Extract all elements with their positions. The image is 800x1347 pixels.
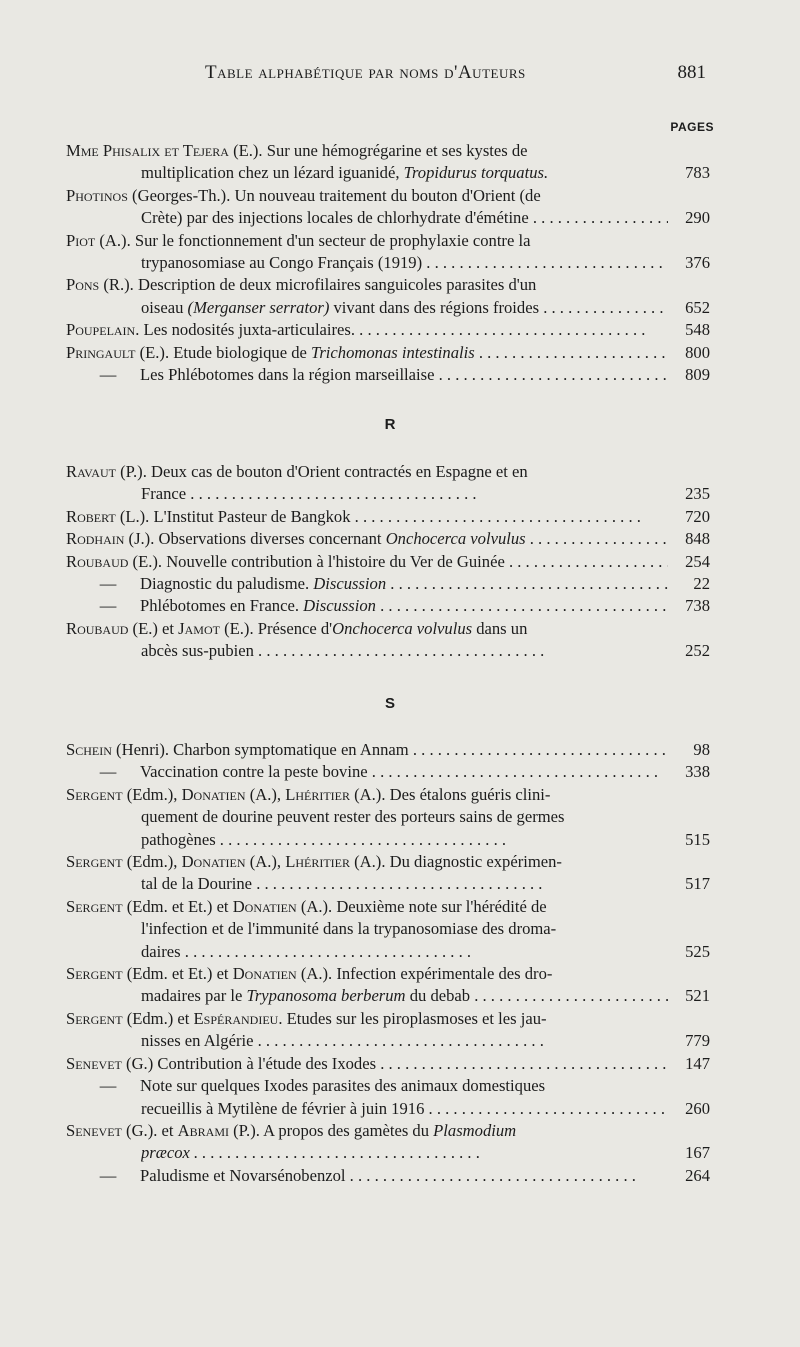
index-entry-senevet xyxy=(66,1053,710,1075)
entry-text: (Edm. et Et.) et xyxy=(122,896,233,916)
ditto-dash: — xyxy=(99,1076,117,1096)
index-block-r xyxy=(66,461,710,663)
entry-page: 147 xyxy=(685,1053,710,1073)
index-entry-pringault-2 xyxy=(66,364,710,386)
entry-author: Donatien xyxy=(181,852,246,872)
entry-author: Jamot xyxy=(178,618,220,638)
entry-text: (G.). et xyxy=(121,1120,178,1140)
entry-author: Espérandieu xyxy=(193,1008,279,1028)
entry-page: 98 xyxy=(693,740,710,759)
entry-text: (Edm.), xyxy=(122,852,182,872)
index-block-p xyxy=(66,140,710,386)
entry-author: Sergent xyxy=(66,784,123,804)
entry-page: 521 xyxy=(685,986,710,1006)
entry-text: (A.). Des étalons guéris clini- xyxy=(349,784,551,804)
entry-page: 376 xyxy=(685,253,710,273)
entry-text: (G.) Contribution à l'étude des Ixodes xyxy=(121,1053,377,1073)
entry-page: 525 xyxy=(685,941,710,961)
index-entry-rodhain xyxy=(66,528,710,550)
entry-text: Vaccination contre la peste bovine xyxy=(140,762,368,782)
entry-text: dans un xyxy=(472,618,528,638)
index-entry-poupelain xyxy=(66,319,710,341)
entry-species: Onchocerca volvulus xyxy=(385,529,526,549)
entry-text: (L.). L'Institut Pasteur de Bangkok xyxy=(115,506,351,526)
entry-text: pathogènes . . xyxy=(141,829,668,851)
index-entry-schein xyxy=(66,739,710,761)
entry-page: 800 xyxy=(685,342,710,362)
entry-text: (A.). Deuxième note sur l'hérédité de xyxy=(296,896,547,916)
entry-text: (A.), xyxy=(245,852,286,872)
entry-page: 264 xyxy=(685,1165,710,1185)
entry-author: Senevet xyxy=(66,1120,122,1140)
entry-page: 720 xyxy=(685,506,710,526)
entry-author: Donatien xyxy=(181,784,246,804)
entry-text: nisses en Algérie . . xyxy=(141,1030,668,1052)
entry-species: Onchocerca volvulus xyxy=(332,618,473,638)
entry-text: (E.). Etude biologique de xyxy=(135,342,312,362)
entry-page: 252 xyxy=(685,641,710,661)
index-entry-sergent-3 xyxy=(66,896,710,963)
entry-author: Schein xyxy=(66,740,112,759)
entry-page: 848 xyxy=(685,529,710,549)
section-letter-s: S xyxy=(384,695,395,712)
index-entry-pons xyxy=(66,274,710,319)
ditto-dash: — xyxy=(99,596,117,616)
entry-text: madaires par le xyxy=(141,986,247,1006)
entry-author: Senevet xyxy=(66,1053,122,1073)
index-entry-roubaud-2 xyxy=(66,573,710,595)
entry-text: quement de dourine peuvent rester des porteurs sains de germes xyxy=(141,807,565,827)
entry-author: Roubaud xyxy=(66,551,129,571)
entry-text: abcès sus-pubien . . xyxy=(141,640,668,662)
entry-text: Les Phlébotomes dans la région marseillaise xyxy=(140,365,435,385)
entry-page: 338 xyxy=(685,762,710,782)
entry-page: 22 xyxy=(693,574,710,594)
page-number: 881 xyxy=(677,62,706,83)
entry-text: (Edm.), xyxy=(122,784,182,804)
entry-text: (Edm.) et xyxy=(122,1008,194,1028)
entry-page: 517 xyxy=(685,874,710,894)
entry-text: (A.), xyxy=(245,784,286,804)
running-head xyxy=(60,62,706,84)
entry-page: 809 xyxy=(685,365,710,385)
entry-author: Ravaut xyxy=(66,462,116,481)
index-entry-pringault xyxy=(66,342,710,364)
entry-page: 254 xyxy=(685,551,710,571)
entry-text: du debab xyxy=(405,986,471,1006)
index-entry-robert xyxy=(66,506,710,528)
entry-text: tal de la Dourine . . xyxy=(141,873,668,895)
entry-text: multiplication chez un lézard iguanidé, xyxy=(141,163,404,183)
entry-text: vivant dans des régions froides xyxy=(329,297,540,317)
entry-author: Rodhain xyxy=(66,529,125,549)
entry-author: Lhéritier xyxy=(285,784,350,804)
entry-author: Poupelain. xyxy=(66,320,140,340)
entry-species: (Merganser serrator) xyxy=(187,297,330,317)
index-entry-sergent-4 xyxy=(66,963,710,1008)
entry-text: France . . xyxy=(141,483,668,505)
entry-author: Donatien xyxy=(232,964,297,984)
ditto-dash: — xyxy=(99,1165,117,1185)
ditto-dash: — xyxy=(99,365,117,385)
entry-author: Sergent xyxy=(66,964,123,984)
entry-page: 235 xyxy=(685,484,710,504)
entry-species: Trichomonas intestinalis xyxy=(311,342,475,362)
entry-text: (E.) et xyxy=(128,618,179,638)
entry-species: Plasmodium xyxy=(433,1120,517,1140)
entry-text: Diagnostic du paludisme. xyxy=(140,574,314,594)
entry-page: 548 xyxy=(685,320,710,340)
entry-text: (J.). Observations diverses concernant xyxy=(124,529,386,549)
index-entry-roubaud-jamot xyxy=(66,618,710,663)
index-entry-phisalix xyxy=(66,140,710,185)
entry-page: 779 xyxy=(685,1031,710,1051)
entry-text: (Henri). Charbon symptomatique en Annam xyxy=(111,740,409,759)
entry-text: Crète) par des injections locales de chlorhydrate d'émétine . . xyxy=(141,207,668,229)
entry-text: oiseau xyxy=(141,297,188,317)
index-entry-senevet-abrami xyxy=(66,1120,710,1165)
entry-text: (R.). Description de deux microfilaires sanguicoles parasites d'un xyxy=(99,275,537,295)
entry-text: (E.). Présence d' xyxy=(219,618,333,638)
entry-text: . Etudes sur les piroplasmoses et les jau- xyxy=(278,1008,547,1028)
entry-author: Pringault xyxy=(66,342,136,362)
entry-page: 652 xyxy=(685,297,710,317)
entry-species: Trypanosoma berberum xyxy=(246,986,406,1006)
entry-author: Donatien xyxy=(232,896,297,916)
entry-emphasis: Discussion xyxy=(303,596,376,616)
entry-text: (A.). Infection expérimentale des dro- xyxy=(296,964,553,984)
entry-text: Note sur quelques Ixodes parasites des animaux domestiques xyxy=(140,1076,546,1096)
entry-author: Pons xyxy=(66,275,100,295)
entry-text: (P.). Deux cas de bouton d'Orient contractés en Espagne et en xyxy=(115,462,528,481)
entry-page: 738 xyxy=(685,596,710,616)
index-entry-roubaud-3 xyxy=(66,595,710,617)
ditto-dash: — xyxy=(99,762,117,782)
entry-text: recueillis à Mytilène de février à juin 1916 . . xyxy=(141,1098,668,1120)
entry-text: (A.). Du diagnostic expérimen- xyxy=(349,852,562,872)
entry-author: Sergent xyxy=(66,896,123,916)
entry-page: 260 xyxy=(685,1098,710,1118)
entry-page: 515 xyxy=(685,829,710,849)
entry-author: Robert xyxy=(66,506,116,526)
entry-emphasis: Discussion xyxy=(313,574,387,594)
index-entry-senevet-2 xyxy=(66,1075,710,1120)
entry-text: trypanosomiase au Congo Français (1919) . . xyxy=(141,252,668,274)
entry-text: (Edm. et Et.) et xyxy=(122,964,233,984)
entry-text: (P.). A propos des gamètes du xyxy=(228,1120,434,1140)
index-entry-senevet-3 xyxy=(66,1165,710,1187)
index-entry-photinos xyxy=(66,185,710,230)
entry-author: Roubaud xyxy=(66,618,129,638)
entry-author: Sergent xyxy=(66,852,123,872)
entry-species: præcox . . xyxy=(141,1142,668,1164)
entry-page: 783 xyxy=(685,163,710,183)
entry-text: l'infection et de l'immunité dans la trypanosomiase des droma- xyxy=(141,919,557,939)
pages-column-label: PAGES xyxy=(670,120,714,134)
entry-text: (E.). Nouvelle contribution à l'histoire du Ver de Guinée xyxy=(128,551,505,571)
index-entry-schein-2 xyxy=(66,761,710,783)
entry-author: Abrami xyxy=(177,1120,229,1140)
entry-text: Sur une hémogrégarine et ses kystes de xyxy=(266,141,528,160)
entry-author: Photinos xyxy=(66,185,128,205)
index-entry-sergent-5 xyxy=(66,1008,710,1053)
section-letter-r: R xyxy=(384,416,396,433)
entry-species: Tropidurus torquatus. xyxy=(403,163,549,183)
entry-text: Phlébotomes en France. xyxy=(140,596,304,616)
index-entry-roubaud xyxy=(66,551,710,573)
entry-author: Sergent xyxy=(66,1008,123,1028)
entry-text: daires . . xyxy=(141,941,668,963)
entry-text: Paludisme et Novarsénobenzol xyxy=(140,1165,346,1185)
index-entry-sergent-2 xyxy=(66,851,710,896)
entry-text: (Georges-Th.). Un nouveau traitement du bouton d'Orient (de xyxy=(127,185,541,205)
entry-author: Mme Phisalix et Tejera (E.). xyxy=(66,141,263,160)
ditto-dash: — xyxy=(99,574,117,594)
index-entry-ravaut xyxy=(66,461,710,506)
entry-text: Les nodosités juxta-articulaires. xyxy=(139,320,356,340)
entry-page: 290 xyxy=(685,208,710,228)
entry-author: Lhéritier xyxy=(285,852,350,872)
index-entry-sergent-1 xyxy=(66,784,710,851)
entry-text: (A.). Sur le fonctionnement d'un secteur de prophylaxie contre la xyxy=(95,230,531,250)
entry-page: 167 xyxy=(685,1143,710,1163)
running-head-title: Table alphabétique par noms d'Auteurs xyxy=(205,62,526,83)
entry-author: Piot xyxy=(66,230,96,250)
index-block-s xyxy=(66,739,710,1187)
index-entry-piot xyxy=(66,230,710,275)
